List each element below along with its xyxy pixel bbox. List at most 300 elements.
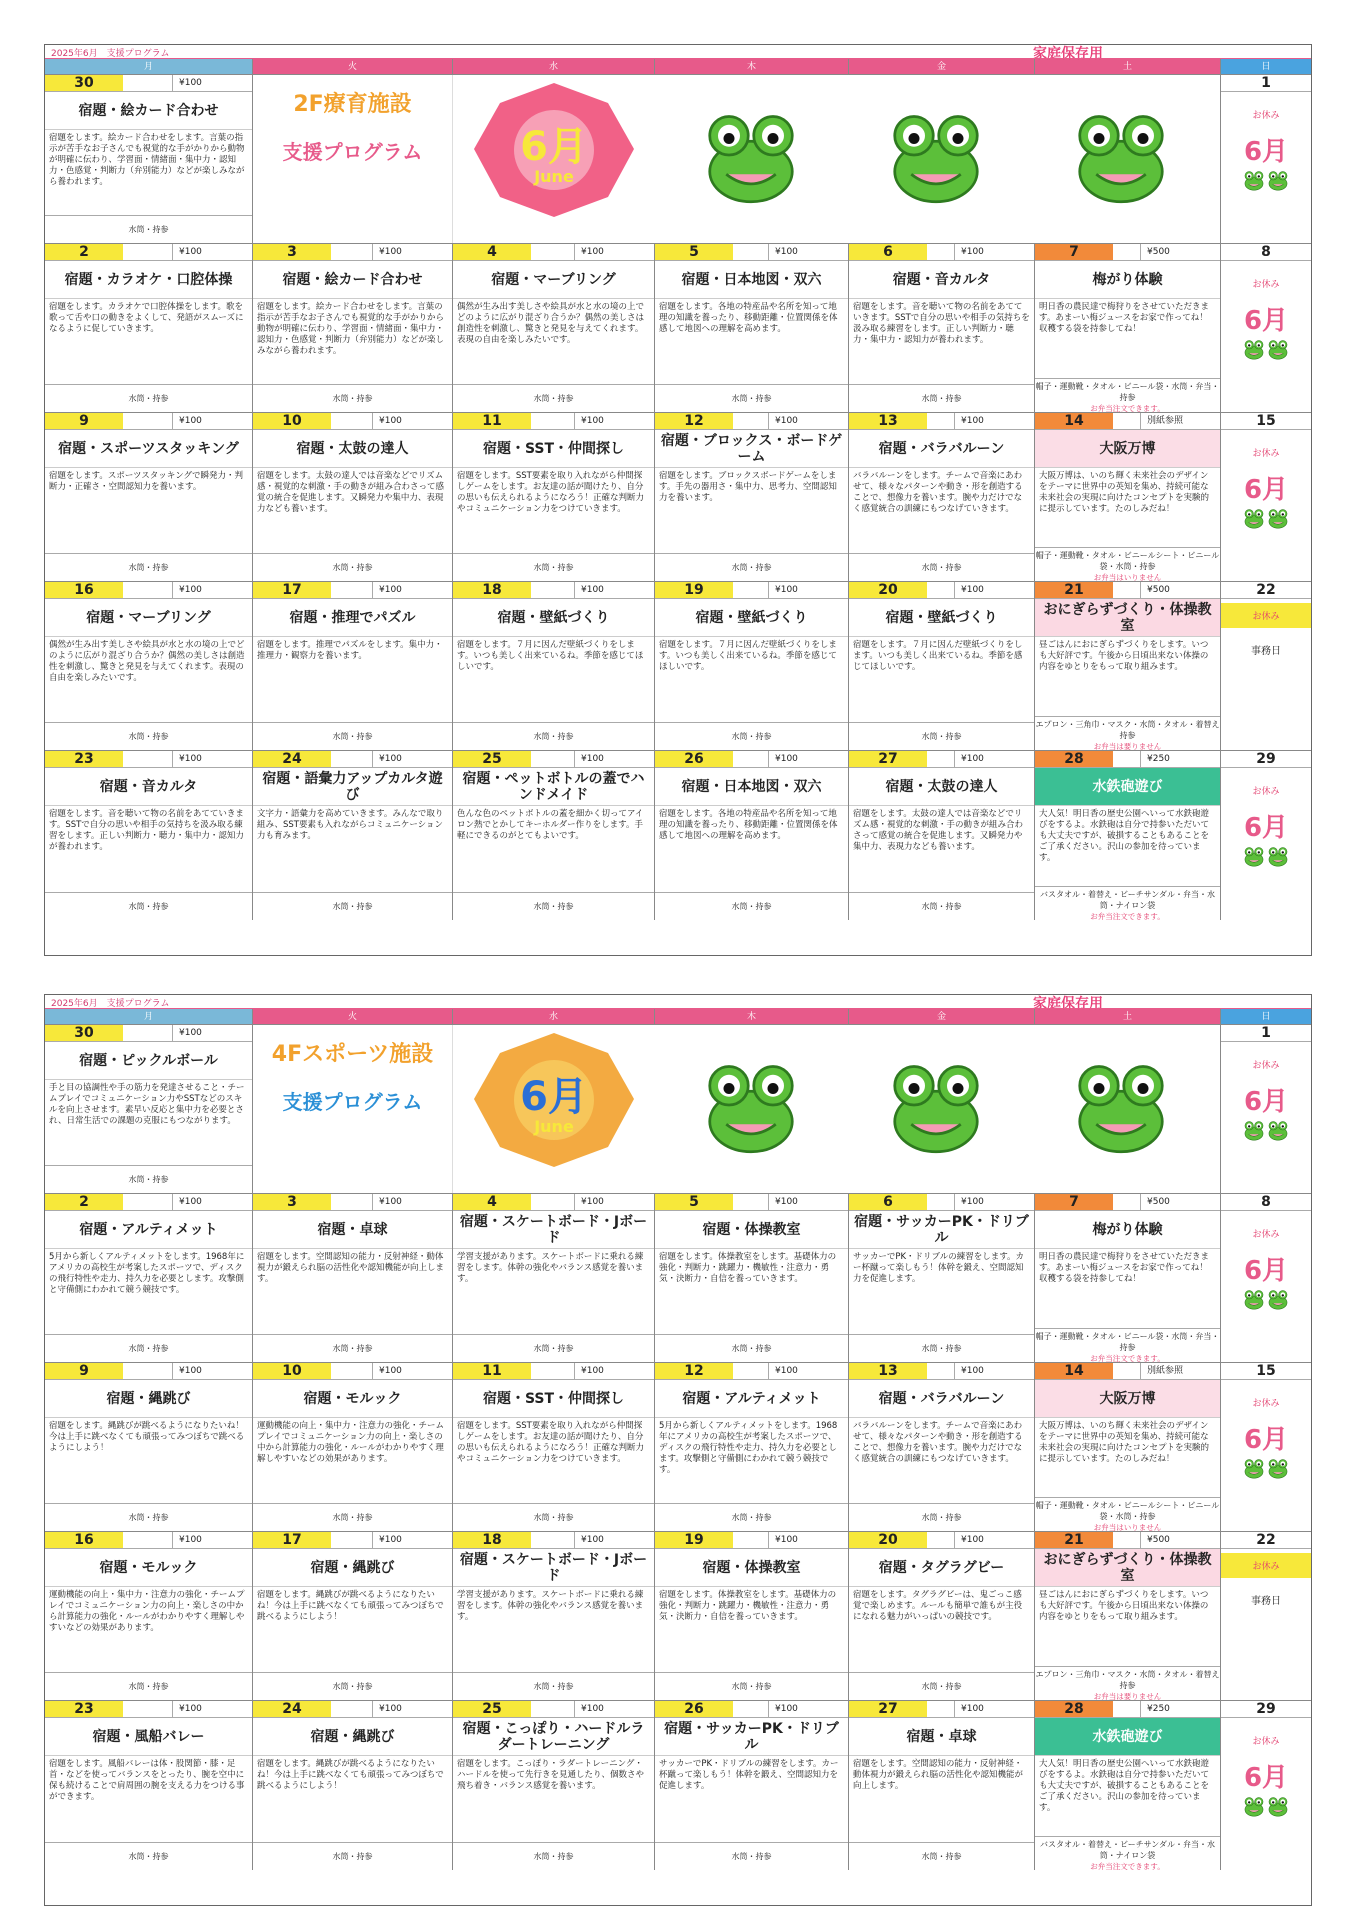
items-text: 帽子・運動靴・タオル・ビニール袋・水筒・弁当・持参 [1035, 1332, 1220, 1352]
day-number: 21 [1035, 582, 1113, 598]
day-cell [253, 1194, 453, 1362]
day-number: 9 [45, 413, 123, 429]
activity-title: 宿題・スケートボード・Jボード [453, 1549, 654, 1587]
activity-description: 5月から新しくアルティメットをします。1968年にアメリカの高校生が考案したスポーツで、ディスクの飛行特性や走力、持久力を必要とします。攻撃側と守備側にわかれて競う競技です。 [49, 1252, 245, 1295]
day-number-row [655, 1701, 848, 1718]
day-number-row [655, 1532, 848, 1549]
activity-description: 色んな色のペットボトルの蓋を細かく切ってアイロン熱でとかしてキーホルダー作りをします。手軽にできるのがとてもよいです。 [457, 809, 644, 841]
fee-label: ¥100 [574, 582, 654, 598]
items-text: 水筒・持参 [731, 902, 772, 911]
items-text: 水筒・持参 [731, 394, 772, 403]
june-sticker [1242, 1757, 1290, 1818]
day-number: 20 [849, 1532, 927, 1548]
activity-description: 大人気！明日香の歴史公園へいって水鉄砲遊びをするよ。水鉄砲は自分で持参いただいても大丈夫ですが、破損することもあることをご了承ください。沢山の参加を待っています。 [1039, 1759, 1210, 1813]
day-number: 11 [453, 413, 531, 429]
day-number-row [1221, 751, 1311, 768]
items-to-bring [45, 553, 252, 581]
activity-description: 手と目の協調性や手の筋力を発達させること・チームプレイでコミュニケーション力やSSTなどのスキルを向上させます。素早い反応と集中力を必要とされ、日常生活での課題の克服にもつながります。 [49, 1083, 245, 1126]
activity-title: 宿題・ブロックス・ボードゲーム [655, 430, 848, 468]
day-number: 1 [1261, 1025, 1271, 1041]
items-text: 水筒・持参 [921, 902, 962, 911]
items-to-bring [849, 553, 1034, 581]
activity-description: 宿題をします。推理でパズルをします。集中力・推理力・観察力を養います。 [257, 640, 443, 661]
items-text: 水筒・持参 [128, 394, 169, 403]
items-to-bring [1035, 716, 1220, 750]
activity-title: 宿題・サッカーPK・ドリブル [655, 1718, 848, 1756]
day-number-row [45, 1363, 252, 1380]
items-to-bring [1035, 547, 1220, 581]
day-cell [1035, 413, 1221, 581]
sunday-cell [1221, 751, 1311, 920]
day-number-row [1221, 413, 1311, 430]
activity-title: 宿題・太鼓の達人 [253, 430, 452, 468]
office-day-label: 事務日 [1251, 646, 1281, 657]
june-sticker-text: 6月 [1243, 306, 1289, 336]
lunch-note: お弁当は要りません [1093, 1692, 1162, 1700]
items-text: 水筒・持参 [332, 1344, 373, 1353]
items-text: 水筒・持参 [731, 1682, 772, 1691]
day-cell [45, 413, 253, 581]
sunday-cell [1221, 582, 1311, 750]
fee-label: ¥100 [768, 751, 848, 767]
day-cell [253, 1701, 453, 1870]
activity-description: 運動機能の向上・集中力・注意力の強化・チームプレイでコミュニケーション力の向上・楽しさの中から計算能力の強化・ルールがわかりやすく理解しやすいなどの効果があります。 [49, 1590, 245, 1633]
items-text: 水筒・持参 [533, 1682, 574, 1691]
activity-title: 宿題・マーブリング [453, 261, 654, 299]
items-text: 水筒・持参 [128, 225, 169, 234]
day-cell [453, 244, 655, 412]
fee-label: ¥100 [372, 1194, 452, 1210]
fee-label: ¥100 [574, 1532, 654, 1548]
activity-title: 大阪万博 [1035, 430, 1220, 468]
holiday-label: お休み [1252, 280, 1280, 290]
items-text: 水筒・持参 [332, 732, 373, 741]
items-text: 水筒・持参 [731, 1852, 772, 1861]
day-number: 29 [1256, 751, 1276, 767]
lunch-note: お弁当はいりません [1093, 573, 1162, 581]
day-number-row [453, 751, 654, 768]
day-number-row [45, 1194, 252, 1211]
june-sticker [1242, 1081, 1290, 1142]
items-text: 水筒・持参 [332, 394, 373, 403]
activity-description: 学習支援があります。スケートボードに乗れる練習をします。体幹の強化やバランス感覚を養います。 [457, 1590, 644, 1622]
activity-description: バラバルーンをします。チームで音楽にあわせて、様々なパターンや動き・形を創造することで、想像力を養います。腕や力だけでなく感覚統合の訓練にもつなげていきます。 [853, 1421, 1023, 1464]
items-text: 水筒・持参 [533, 1513, 574, 1522]
home-copy-label: 家庭保存用 [1033, 996, 1103, 1012]
activity-title: 宿題・こっぽり・ハードルラダートレーニング [453, 1718, 654, 1756]
fee-label: ¥100 [768, 582, 848, 598]
day-number-row [45, 1532, 252, 1549]
activity-description: 宿題をします。縄跳びが跳べるようになりたいね！今は上手に跳べなくても頑張ってみつぼちで跳べるようにしよう！ [257, 1590, 444, 1622]
activity-title: 宿題・推理でパズル [253, 599, 452, 637]
fee-label: ¥500 [1140, 582, 1220, 598]
day-number-row [453, 1194, 654, 1211]
day-number: 6 [849, 244, 927, 260]
day-number-row [1221, 582, 1311, 599]
day-number-row [253, 413, 452, 430]
june-sticker-text: 6月 [1243, 813, 1289, 843]
activity-description: 宿題をします。SST要素を取り入れながら仲間探しゲームをします。お友達の話が聞けたり、自分の思いも伝えられるようになろう！正確な判断力やコミュニケーション力をつけていきます。 [457, 471, 645, 514]
items-to-bring [655, 1503, 848, 1531]
day-number-row [1221, 1701, 1311, 1718]
fee-label: ¥100 [768, 413, 848, 429]
day-number-row [45, 582, 252, 599]
day-cell [45, 1532, 253, 1700]
day-number-row [253, 1194, 452, 1211]
sunday-cell [1221, 1701, 1311, 1870]
items-text: 帽子・運動靴・タオル・ビニールシート・ビニール袋・水筒・持参 [1035, 1501, 1220, 1521]
day-number-row [253, 244, 452, 261]
items-to-bring [45, 384, 252, 412]
items-text: 帽子・運動靴・タオル・ビニール袋・水筒・弁当・持参 [1035, 382, 1220, 402]
fee-label: ¥100 [172, 1701, 252, 1717]
fee-label: ¥100 [768, 1532, 848, 1548]
day-cell [655, 244, 849, 412]
fee-label: ¥100 [372, 1532, 452, 1548]
day-number: 23 [45, 1701, 123, 1717]
day-number-row [655, 1194, 848, 1211]
frog-icon [1242, 168, 1290, 192]
june-sticker [1242, 469, 1290, 530]
items-text: 水筒・持参 [533, 732, 574, 741]
facility-name: 2F療育施設 [293, 92, 412, 117]
activity-title: 宿題・体操教室 [655, 1549, 848, 1587]
frog-icon [1242, 1287, 1290, 1311]
fee-label: ¥100 [172, 1532, 252, 1548]
activity-description: 宿題をします。各地の特産品や名所を知って地理の知識を養ったり、移動距離・位置関係を体感して地図への理解を高めます。 [659, 809, 838, 841]
day-number-row [1035, 244, 1220, 261]
day-number-row [849, 751, 1034, 768]
fee-label: ¥100 [954, 244, 1034, 260]
program-banner [253, 1025, 1221, 1193]
items-text: 水筒・持参 [921, 732, 962, 741]
day-cell [849, 1194, 1035, 1362]
fee-label: ¥100 [954, 1194, 1034, 1210]
day-number-row [453, 1363, 654, 1380]
june-sticker [1242, 1419, 1290, 1480]
frog-icon [1066, 100, 1176, 210]
activity-title: 宿題・音カルタ [45, 768, 252, 806]
items-to-bring [453, 384, 654, 412]
day-number: 7 [1035, 1194, 1113, 1210]
day-number: 24 [253, 1701, 331, 1717]
items-text: 水筒・持参 [332, 1682, 373, 1691]
fee-label: ¥100 [574, 1194, 654, 1210]
week-row [45, 75, 1311, 244]
fee-label: ¥100 [768, 1363, 848, 1379]
holiday-label: お休み [1252, 1737, 1280, 1747]
frog-icon [696, 100, 806, 210]
day-number: 1 [1261, 75, 1271, 91]
fee-label: ¥500 [1140, 1194, 1220, 1210]
day-cell [453, 751, 655, 920]
items-text: 水筒・持参 [128, 1513, 169, 1522]
items-to-bring [253, 384, 452, 412]
activity-title: 宿題・マーブリング [45, 599, 252, 637]
activity-description: 宿題をします。体操教室をします。基礎体力の強化・判断力・跳躍力・機敏性・注意力・勇気・決断力・自信を養っていきます。 [659, 1590, 837, 1622]
fee-label: ¥100 [172, 413, 252, 429]
items-text: 水筒・持参 [128, 1852, 169, 1861]
frog-icon [1242, 1118, 1290, 1142]
day-cell [45, 244, 253, 412]
weekday-label: 水 [453, 1009, 655, 1024]
activity-title: 宿題・太鼓の達人 [849, 768, 1034, 806]
items-text: 水筒・持参 [128, 563, 169, 572]
sunday-cell [1221, 1194, 1311, 1362]
day-cell [655, 413, 849, 581]
weekday-header [45, 59, 1311, 75]
day-number: 17 [253, 582, 331, 598]
day-number: 14 [1035, 413, 1113, 429]
day-number-row [849, 1363, 1034, 1380]
items-to-bring [45, 1672, 252, 1700]
weekday-label: 土 [1035, 1009, 1221, 1024]
items-to-bring [849, 722, 1034, 750]
day-cell [45, 582, 253, 750]
day-number: 10 [253, 413, 331, 429]
holiday-label: お休み [1252, 449, 1280, 459]
fee-label: ¥250 [1140, 1701, 1220, 1717]
holiday-label: お休み [1252, 111, 1280, 121]
lunch-note: お弁当注文できます。 [1090, 1862, 1165, 1870]
lunch-note: お弁当注文できます。 [1090, 912, 1165, 920]
activity-description: 宿題をします。縄跳びが跳べるようになりたいね！今は上手に跳べなくても頑張ってみつぼちで跳べるようにしよう！ [257, 1759, 444, 1791]
sunday-cell [1221, 1363, 1311, 1531]
fee-label: ¥100 [954, 582, 1034, 598]
day-number-row [453, 244, 654, 261]
day-number: 2 [45, 1194, 123, 1210]
items-text: 水筒・持参 [128, 732, 169, 741]
items-to-bring [1035, 1328, 1220, 1362]
day-number: 28 [1035, 751, 1113, 767]
activity-title: 宿題・縄跳び [253, 1549, 452, 1587]
activity-description: 宿題をします。太鼓の達人では音楽などでリズム感・視覚的な刺激・手の動きが組み合わさって感覚の統合を促進します。又瞬発力や集中力、表現力なども養います。 [853, 809, 1024, 852]
day-number: 13 [849, 413, 927, 429]
activity-description: 明日香の農民達で梅狩りをさせていただきます。あまーい梅ジュースをお家で作ってね！収穫する袋を持参してね！ [1039, 302, 1210, 334]
activity-description: 宿題をします。太鼓の達人では音楽などでリズム感・視覚的な刺激・手の動きが組み合わさって感覚の統合を促進します。又瞬発力や集中力、表現力なども養います。 [257, 471, 445, 514]
day-cell [45, 1701, 253, 1870]
day-number-row [1035, 1532, 1220, 1549]
activity-description: 昼ごはんにおにぎらずづくりをします。いつも大好評です。午後から日頃出来ない体操の内容をゆとりをもって取り組みます。 [1039, 1590, 1209, 1622]
office-day-label: 事務日 [1251, 1596, 1281, 1607]
day-number-row [45, 75, 252, 92]
day-number: 25 [453, 751, 531, 767]
june-sticker-text: 6月 [1243, 475, 1289, 505]
activity-description: 大人気！明日香の歴史公園へいって水鉄砲遊びをするよ。水鉄砲は自分で持参いただいても大丈夫ですが、破損することもあることをご了承ください。沢山の参加を待っています。 [1039, 809, 1210, 863]
day-number: 27 [849, 1701, 927, 1717]
day-number-row [655, 1363, 848, 1380]
items-to-bring [1035, 1666, 1220, 1700]
program-title: 2025年6月 支援プログラム [51, 999, 170, 1009]
day-number-row [1035, 582, 1220, 599]
items-text: 水筒・持参 [731, 732, 772, 741]
holiday-label: お休み [1252, 787, 1280, 797]
day-cell [45, 1363, 253, 1531]
day-number-row [453, 1532, 654, 1549]
fee-label: ¥100 [574, 751, 654, 767]
activity-title: 宿題・縄跳び [253, 1718, 452, 1756]
day-number: 26 [655, 751, 733, 767]
day-cell [849, 1701, 1035, 1870]
activity-description: 宿題をします。縄跳びが跳べるようになりたいね！今は上手に跳べなくても頑張ってみつぼちで跳べるようにしよう！ [49, 1421, 245, 1453]
weekday-label: 水 [453, 59, 655, 74]
june-sticker [1242, 131, 1290, 192]
items-text: 水筒・持参 [533, 1344, 574, 1353]
day-number: 3 [253, 244, 331, 260]
items-text: 水筒・持参 [332, 1513, 373, 1522]
items-to-bring [655, 553, 848, 581]
june-sticker-text: 6月 [1243, 137, 1289, 167]
items-text: 帽子・運動靴・タオル・ビニールシート・ビニール袋・水筒・持参 [1035, 551, 1220, 571]
day-number-row [1035, 413, 1220, 430]
day-number-row [253, 751, 452, 768]
items-to-bring [1035, 378, 1220, 412]
fee-label: ¥100 [954, 413, 1034, 429]
activity-description: 学習支援があります。スケートボードに乗れる練習をします。体幹の強化やバランス感覚を養います。 [457, 1252, 644, 1284]
day-cell [453, 1363, 655, 1531]
activity-description: 昼ごはんにおにぎらずづくりをします。いつも大好評です。午後から日頃出来ない体操の内容をゆとりをもって取り組みます。 [1039, 640, 1209, 672]
program-title: 2025年6月 支援プログラム [51, 49, 170, 59]
frog-icon [1242, 844, 1290, 868]
day-number: 15 [1256, 413, 1276, 429]
holiday-label: お休み [1252, 1061, 1280, 1071]
items-to-bring [453, 1503, 654, 1531]
week-row [45, 413, 1311, 582]
day-cell [1035, 1194, 1221, 1362]
day-number-row [849, 1194, 1034, 1211]
items-text: 水筒・持参 [128, 1175, 169, 1184]
title-bar [45, 995, 1311, 1012]
day-number-row [45, 1025, 252, 1042]
activity-title: 宿題・カラオケ・口腔体操 [45, 261, 252, 299]
day-number: 18 [453, 1532, 531, 1548]
items-to-bring [453, 1842, 654, 1870]
items-to-bring [849, 892, 1034, 920]
fee-label: ¥100 [954, 1701, 1034, 1717]
day-number-row [849, 244, 1034, 261]
activity-description: 宿題をします。絵カード合わせをします。言葉の指示が苦手なお子さんでも視覚的な手がかりから動物が明確に伝わり、学習面・情緒面・集中力・認知力・色感覚・判断力（弁別能力）などが楽しみながら養われます。 [257, 302, 445, 356]
title-bar [45, 45, 1311, 62]
frog-illustration [658, 85, 1214, 225]
activity-title: 宿題・SST・仲間探し [453, 430, 654, 468]
day-number-row [45, 244, 252, 261]
day-number: 17 [253, 1532, 331, 1548]
activity-title: 宿題・アルティメット [45, 1211, 252, 1249]
activity-description: 宿題をします。カラオケで口腔体操をします。歌を歌って舌や口の動きをよくして、発語がスムーズになるように促していきます。 [49, 302, 244, 334]
day-number: 3 [253, 1194, 331, 1210]
activity-title: 宿題・モルック [45, 1549, 252, 1587]
items-text: 水筒・持参 [332, 902, 373, 911]
activity-description: 宿題をします。７月に因んだ壁紙づくりをします。いつも美しく出来ているね。季節を感じてほしいです。 [457, 640, 644, 672]
day-cell [453, 1532, 655, 1700]
fee-label: ¥500 [1140, 244, 1220, 260]
lunch-note: お弁当は要りません [1093, 742, 1162, 750]
day-number: 6 [849, 1194, 927, 1210]
calendar-sheet-4f [44, 994, 1312, 1906]
day-number-row [1221, 1363, 1311, 1380]
day-cell [453, 413, 655, 581]
weekday-label: 日 [1221, 1009, 1311, 1024]
activity-title: 宿題・バラバルーン [849, 430, 1034, 468]
holiday-label: お休み [1221, 603, 1311, 628]
day-number: 11 [453, 1363, 531, 1379]
activity-title: 宿題・ペットボトルの蓋でハンドメイド [453, 768, 654, 806]
items-text: エプロン・三角巾・マスク・水筒・タオル・着替え持参 [1035, 720, 1220, 740]
activity-description: 宿題をします。空間認知の能力・反射神経・動体視力が鍛えられ脳の活性化や認知機能が向上します。 [853, 1759, 1024, 1791]
lunch-note: お弁当はいりません [1093, 1523, 1162, 1531]
activity-title: 宿題・壁紙づくり [655, 599, 848, 637]
day-number: 19 [655, 1532, 733, 1548]
weekday-label: 金 [849, 1009, 1035, 1024]
june-sticker [1242, 807, 1290, 868]
items-text: バスタオル・着替え・ビーチサンダル・弁当・水筒・ナイロン袋 [1040, 890, 1215, 910]
activity-description: 宿題をします。空間認知の能力・反射神経・動体視力が鍛えられ脳の活性化や認知機能が向上します。 [257, 1252, 445, 1284]
activity-description: 偶然が生み出す美しさや絵具が水と水の境の上でどのように広がり混ざり合うか？偶然の美しさは創造性を刺激し、驚きと発見を与えてくれます。表現の自由を楽しみたいです。 [49, 640, 245, 683]
day-cell [655, 1701, 849, 1870]
day-number: 19 [655, 582, 733, 598]
day-number: 30 [45, 75, 123, 91]
fee-label: ¥100 [372, 244, 452, 260]
program-name: 支援プログラム [282, 1090, 423, 1114]
activity-description: 大阪万博は、いのち輝く未来社会のデザインをテーマに世界中の英知を集め、持続可能な未来社会の実現に向けたコンセプトを実験的に提示しています。たのしみだね！ [1039, 1421, 1210, 1464]
fee-label: ¥100 [574, 1701, 654, 1717]
week-row [45, 582, 1311, 751]
day-number-row [45, 413, 252, 430]
day-number-row [849, 1701, 1034, 1718]
items-to-bring [1035, 1497, 1220, 1531]
activity-title: 宿題・日本地図・双六 [655, 768, 848, 806]
activity-title: 宿題・モルック [253, 1380, 452, 1418]
week-row [45, 1363, 1311, 1532]
june-text: June [534, 1117, 574, 1136]
day-cell [1035, 1701, 1221, 1870]
items-to-bring [45, 1165, 252, 1193]
day-number: 5 [655, 244, 733, 260]
day-number: 15 [1256, 1363, 1276, 1379]
activity-title: おにぎらずづくり・体操教室 [1035, 599, 1220, 637]
activity-description: 宿題をします。音を聴いて物の名前をあてていきます。SSTで自分の思いや相手の気持ちを汲み取る練習をします。正しい判断力・聴力・集中力・認知力が養われます。 [853, 302, 1030, 345]
sunday-cell [1221, 1532, 1311, 1700]
day-cell [849, 1363, 1035, 1531]
calendar-sheet-2f [44, 44, 1312, 956]
day-number: 14 [1035, 1363, 1113, 1379]
day-number: 13 [849, 1363, 927, 1379]
items-text: 水筒・持参 [533, 1852, 574, 1861]
items-to-bring [253, 722, 452, 750]
activity-description: 運動機能の向上・集中力・注意力の強化・チームプレイでコミュニケーション力の向上・楽しさの中から計算能力の強化・ルールがわかりやすく理解しやすいなどの効果があります。 [257, 1421, 445, 1464]
fee-label: ¥100 [372, 413, 452, 429]
day-number: 24 [253, 751, 331, 767]
june-sticker [1242, 300, 1290, 361]
day-number-row [655, 751, 848, 768]
day-cell [253, 751, 453, 920]
items-to-bring [45, 1842, 252, 1870]
activity-title: 宿題・日本地図・双六 [655, 261, 848, 299]
activity-title: 宿題・タグラグビー [849, 1549, 1034, 1587]
weekday-label: 金 [849, 59, 1035, 74]
day-number-row [45, 1701, 252, 1718]
day-cell [453, 1194, 655, 1362]
day-number: 20 [849, 582, 927, 598]
activity-description: 偶然が生み出す美しさや絵具が水と水の境の上でどのように広がり混ざり合うか？偶然の美しさは創造性を刺激し、驚きと発見を与えてくれます。表現の自由を楽しみたいです。 [457, 302, 645, 345]
weekday-label: 土 [1035, 59, 1221, 74]
items-to-bring [45, 1503, 252, 1531]
activity-title: 宿題・壁紙づくり [453, 599, 654, 637]
fee-label: ¥100 [172, 1194, 252, 1210]
day-number-row [1035, 1701, 1220, 1718]
weekday-label: 火 [253, 1009, 453, 1024]
items-to-bring [453, 722, 654, 750]
